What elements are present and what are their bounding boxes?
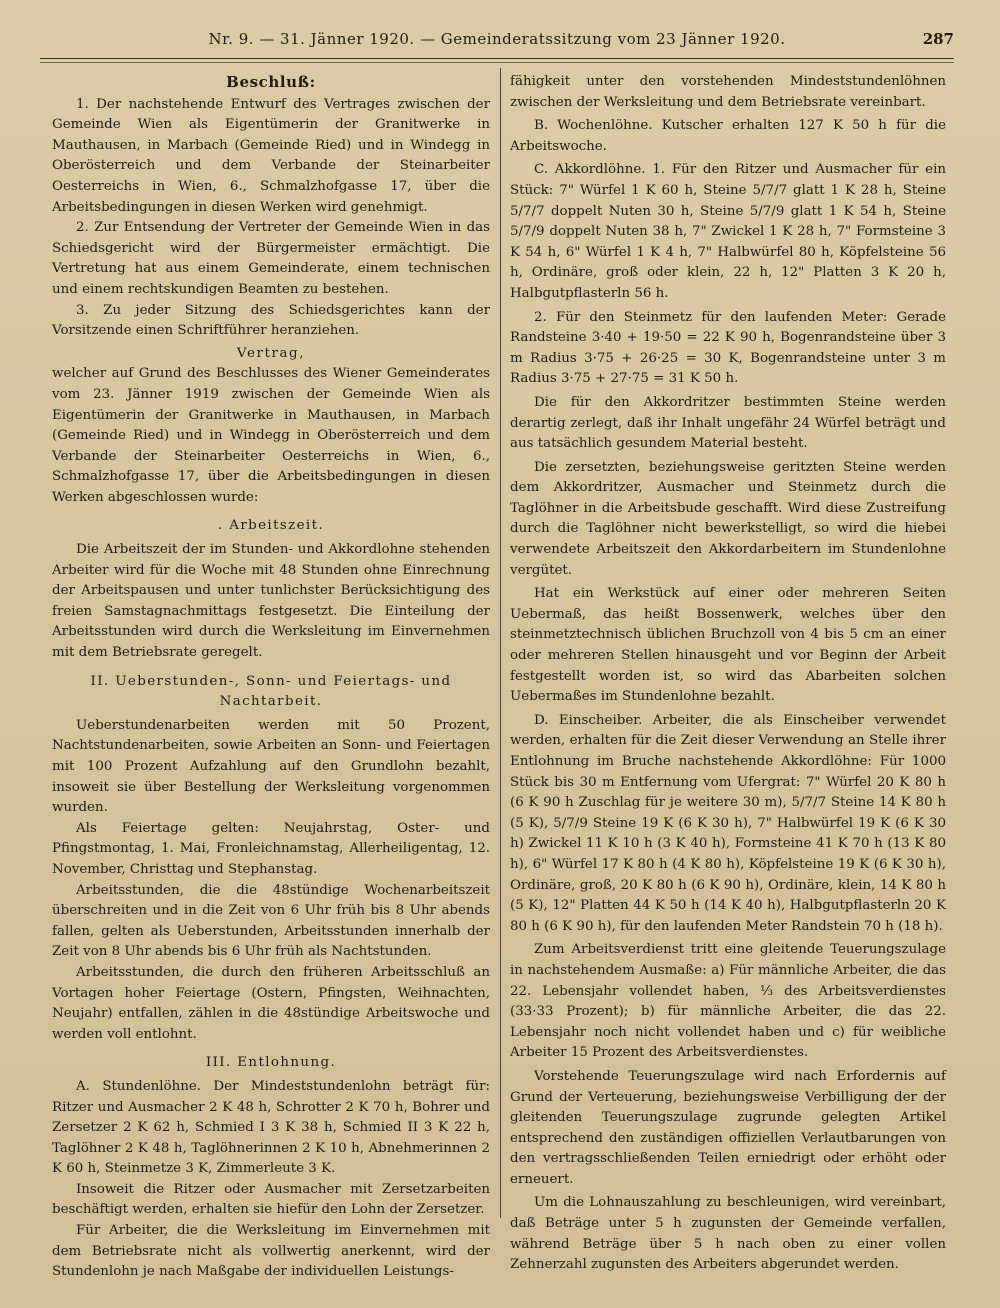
right-column [510, 72, 946, 1276]
resolution-para-3: 3. Zu jeder Sitzung des Schiedsgerichtes kann der Vorsitzende einen Schriftführer heranziehen. [52, 302, 490, 339]
wage-payment-para: Um die Lohnauszahlung zu beschleunigen, wird vereinbart, daß Beträge unter 5 h zugunsten der Gemeinde verfallen, während Beträge über 5 h nach oben zu einer vollen Zehnerzahl zugunsten des Arbeiters abgerundet werden. [510, 1195, 946, 1273]
resolution-heading: Beschluß: [226, 73, 316, 91]
section-2-para-2: Als Feiertage gelten: Neujahrstag, Oster- und Pfingstmontag, 1. Mai, Fronleichnamstag, Allerheiligentag, 12. November, Christtag und Stephanstag. [52, 820, 490, 877]
section-3-title: III. Entlohnung. [205, 1055, 337, 1071]
section-3-para-3: Für Arbeiter, die die Werksleitung im Einvernehmen mit dem Betriebsrate nicht als vollwertig anerkennt, wird der Stundenlohn je nach Maßgabe der individuellen Leistungs- [52, 1223, 490, 1280]
running-title: Nr. 9. — 31. Jänner 1920. — Gemeinderatssitzung vom 23 Jänner 1920. [208, 30, 786, 48]
page-header [40, 28, 954, 54]
continuation-para: fähigkeit unter den vorstehenden Mindeststundenlöhnen zwischen der Werksleitung und dem Betriebsrate vereinbart. [510, 74, 946, 110]
resolution-para-2: 2. Zur Entsendung der Vertreter der Gemeinde Wien in das Schiedsgericht wird der Bürgermeister ermächtigt. Die Vertretung hat aus einem Gemeinderate, einem technischen und einem rechtskundigen Beamten zu bestehen. [52, 220, 490, 297]
column-divider [500, 68, 501, 1218]
header-rule [40, 58, 954, 59]
piece-rates-para-1: C. Akkordlöhne. 1. Für den Ritzer und Ausmacher für ein Stück: 7" Würfel 1 K 60 h, Steine 5/7/7 glatt 1 K 28 h, Steine 5/7/7 doppelt Nuten 30 h, Steine 5/7/9 glatt 1 K 54 h, Steine 5/7/9 doppelt Nuten 38 h, 7" Zwickel 1 K 28 h, 7" Formsteine 3 K 54 h, 6" Würfel 1 K 4 h, 7" Halbwürfel 80 h, Köpfelsteine 56 h, Ordinäre, groß oder klein, 22 h, 12" Platten 3 K 20 h, Halbgutpflasterln 56 h. [510, 162, 946, 301]
left-column [52, 72, 490, 1283]
piece-rates-para-5: Hat ein Werkstück auf einer oder mehreren Seiten Uebermaß, das heißt Bossenwerk, welches über den steinmetztechnisch üblichen Bruchzoll von 4 bis 5 cm an einer oder mehreren Stellen hinausgeht und vor Beginn der Arbeit festgestellt worden ist, so wird das Abarbeiten solchen Uebermaßes im Stundenlohne bezahlt. [510, 586, 946, 705]
section-2-para-3: Arbeitsstunden, die die 48stündige Wochenarbeitszeit überschreiten und in die Zeit von 6 Uhr früh bis 8 Uhr abends fallen, gelten als Ueberstunden, Arbeitsstunden innerhalb der Zeit von 8 Uhr abends bis 6 Uhr früh als Nachtstunden. [52, 882, 490, 960]
einscheiber-para: D. Einscheiber. Arbeiter, die als Einscheiber verwendet werden, erhalten für die Zeit dieser Verwendung an Stelle ihrer Entlohnung im Bruche nachstehende Akkordlöhne: Für 1000 Stück bis 30 m Entfernung vom Ufergrat: 7" Würfel 20 K 80 h (6 K 90 h Zuschlag für je weitere 30 m), 5/7/7 Steine 14 K 80 h (5 K), 5/7/9 Steine 19 K (6 K 30 h), 7" Halbwürfel 19 K (6 K 30 h) Zwickel 11 K 10 h (3 K 40 h), Formsteine 41 K 70 h (13 K 80 h), 6" Würfel 17 K 80 h (4 K 80 h), Köpfelsteine 19 K (6 K 30 h), Ordinäre, groß, 20 K 80 h (6 K 90 h), Ordinäre, klein, 14 K 80 h (5 K), 12" Platten 44 K 50 h (14 K 40 h), Halbgutpflasterln 20 K 80 h (6 K 90 h), für den laufenden Meter Randstein 70 h (18 h). [510, 712, 946, 934]
piece-rates-para-4: Die zersetzten, beziehungsweise geritzten Steine werden dem Akkordritzer, Ausmacher und Steinmetz durch die Taglöhner in die Arbeitsbude geschafft. Wird diese Zustreifung durch die Taglöhner nicht bewerkstelligt, so wird die hiebei verwendete Arbeitszeit den Akkordarbeitern im Stundenlohne vergütet. [510, 459, 946, 578]
section-2-title: II. Ueberstunden-, Sonn- und Feiertags- und Nachtarbeit. [90, 673, 452, 710]
piece-rates-para-2: 2. Für den Steinmetz für den laufenden Meter: Gerade Randsteine 3·40 + 19·50 = 22 K 90 h, Bogenrandsteine über 3 m Radius 3·75 + 26·25 = 30 K, Bogenrandsteine unter 3 m Radius 3·75 + 27·75 = 31 K 50 h. [510, 309, 946, 387]
weekly-wages-para: B. Wochenlöhne. Kutscher erhalten 127 K 50 h für die Arbeitswoche. [510, 118, 946, 154]
section-1-title: . Arbeitszeit. [217, 518, 325, 534]
resolution-para-1: 1. Der nachstehende Entwurf des Vertrages zwischen der Gemeinde Wien als Eigentümerin der Granitwerke in Mauthausen, in Marbach (Gemeinde Ried) und in Windegg in Oberösterreich und dem Verbande der Steinarbeiter Oesterreichs in Wien, 6., Schmalzhofgasse 17, über die Arbeitsbedingungen in diesen Werken wird genehmigt. [52, 96, 490, 215]
section-2-para-4: Arbeitsstunden, die durch den früheren Arbeitsschluß an Vortagen hoher Feiertage (Ostern, Pfingsten, Weihnachten, Neujahr) entfallen, zählen in die 48stündige Arbeitswoche und werden voll entlohnt. [52, 964, 490, 1042]
section-3-para-2: Insoweit die Ritzer oder Ausmacher mit Zersetzarbeiten beschäftigt werden, erhalten sie hiefür den Lohn der Zersetzer. [52, 1181, 490, 1218]
contract-title: Vertrag, [236, 345, 306, 361]
piece-rates-para-3: Die für den Akkordritzer bestimmten Steine werden derartig zerlegt, daß ihr Inhalt ungefähr 24 Würfel beträgt und aus tatsächlich gesundem Material besteht. [510, 394, 946, 452]
section-1-text: Die Arbeitszeit der im Stunden- und Akkordlohne stehenden Arbeiter wird für die Woche mit 48 Stunden ohne Einrechnung der Arbeitspausen und unter tunlichster Berücksichtigung des freien Samstagnachmittags festgesetzt. Die Einteilung der Arbeitsstunden wird durch die Werksleitung im Einvernehmen mit dem Betriebsrate geregelt. [52, 542, 490, 661]
cost-of-living-para-1: Zum Arbeitsverdienst tritt eine gleitende Teuerungszulage in nachstehendem Ausmaße: a) Für männliche Arbeiter, die das 22. Lebensjahr vollendet haben, ⅓ des Arbeitsverdienstes (33·33 Prozent); b) für männliche Arbeiter, die das 22. Lebensjahr noch nicht vollendet haben und c) für weibliche Arbeiter 15 Prozent des Arbeitsverdienstes. [510, 942, 946, 1061]
contract-intro: welcher auf Grund des Beschlusses des Wiener Gemeinderates vom 23. Jänner 1919 zwischen der Gemeinde Wien als Eigentümerin der Granitwerke in Mauthausen, in Marbach (Gemeinde Ried) und in Windegg in Oberösterreich und dem Verbande der Steinarbeiter Oesterreichs in Wien, 6., Schmalzhofgasse 17, über die Arbeitsbedingungen in diesen Werken abgeschlossen wurde: [52, 366, 490, 505]
section-2-para-1: Ueberstundenarbeiten werden mit 50 Prozent, Nachtstundenarbeiten, sowie Arbeiten an Sonn- und Feiertagen mit 100 Prozent Aufzahlung auf den Grundlohn bezahlt, insoweit sie über Bestellung der Werksleitung vorgenommen wurden. [52, 717, 490, 816]
page-number: 287 [922, 30, 954, 48]
cost-of-living-para-2: Vorstehende Teuerungszulage wird nach Erfordernis auf Grund der Verteuerung, beziehungsweise Verbilligung der der gleitenden Teuerungszulage zugrunde gelegten Artikel entsprechend den zuständigen offiziellen Verlautbarungen von den vertragsschließenden Teilen erniedrigt oder erhöht oder erneuert. [510, 1068, 946, 1187]
section-3-para-1: A. Stundenlöhne. Der Mindeststundenlohn beträgt für: Ritzer und Ausmacher 2 K 48 h, Schrotter 2 K 70 h, Bohrer und Zersetzer 2 K 62 h, Schmied I 3 K 38 h, Schmied II 3 K 22 h, Taglöhner 2 K 48 h, Taglöhnerinnen 2 K 10 h, Abnehmerinnen 2 K 60 h, Steinmetze 3 K, Zimmerleute 3 K. [52, 1078, 490, 1177]
